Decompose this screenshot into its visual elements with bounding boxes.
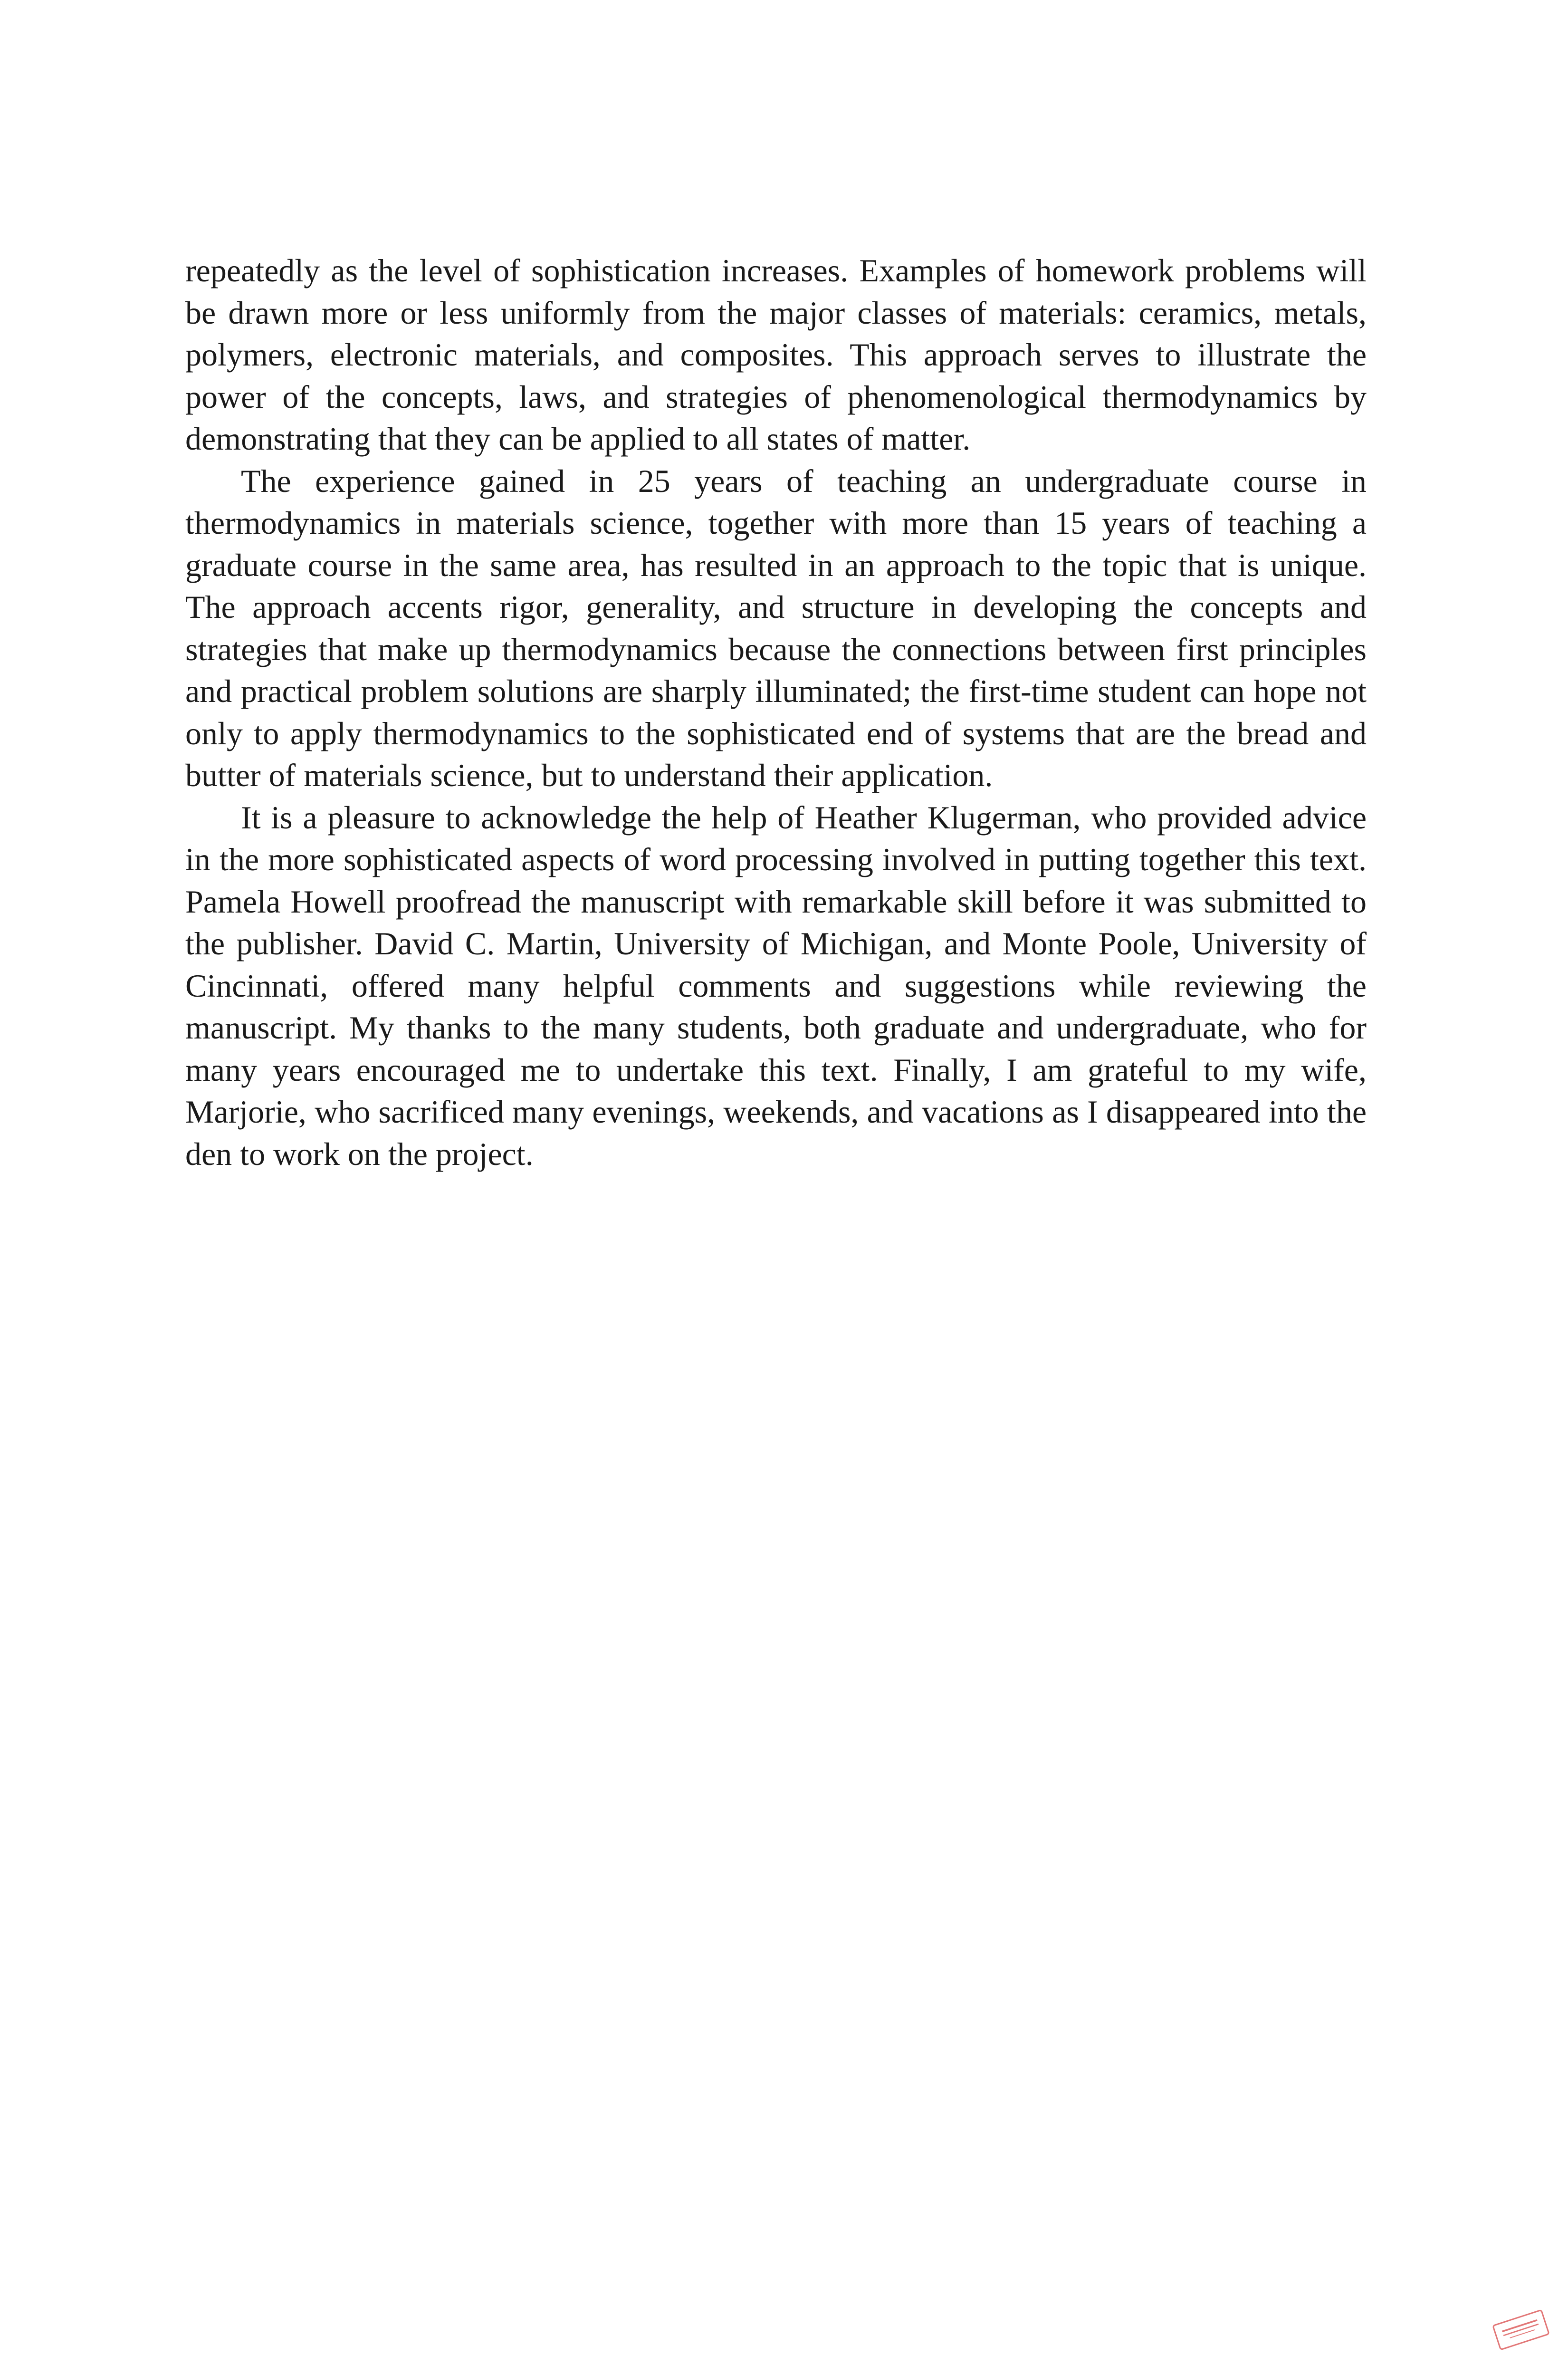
paragraph-experience: The experience gained in 25 years of teaching an undergraduate course in thermodynamics in materials science, together with more than 15 years of teaching a graduate course in the same area, has resulted in an approach to the topic that is unique. The approach accents rigor, generality, and structure in developing the concepts and strategies that make up thermodynamics because the connections between first principles and practical problem solutions are sharply illuminated; the first-time student can hope not only to apply thermodynamics to the sophisticated end of systems that are the bread and butter of materials science, but to understand their application. [185, 462, 1367, 793]
stamp-icon [1492, 2309, 1550, 2350]
body-text [185, 250, 1367, 1175]
paragraph-continued: repeatedly as the level of sophistication increases. Examples of homework problems will be drawn more or less uniformly from the major classes of materials: ceramics, metals, polymers, electronic materials, and composites. This approach serves to illustrate the power of the concepts, laws, and strategies of phenomenological thermodynamics by demonstrating that they can be applied to all states of matter. [185, 252, 1367, 457]
paragraph-acknowledgments: It is a pleasure to acknowledge the help of Heather Klugerman, who provided advice in the more sophisticated aspects of word processing involved in putting together this text. Pamela Howell proofread the manuscript with remarkable skill before it was submitted to the publisher. David C. Martin, University of Michigan, and Monte Poole, University of Cincinnati, offered many helpful comments and suggestions while reviewing the manuscript. My thanks to the many students, both graduate and undergraduate, who for many years encouraged me to undertake this text. Finally, I am grateful to my wife, Marjorie, who sacrificed many evenings, weekends, and vacations as I disappeared into the den to work on the project. [185, 799, 1367, 1172]
